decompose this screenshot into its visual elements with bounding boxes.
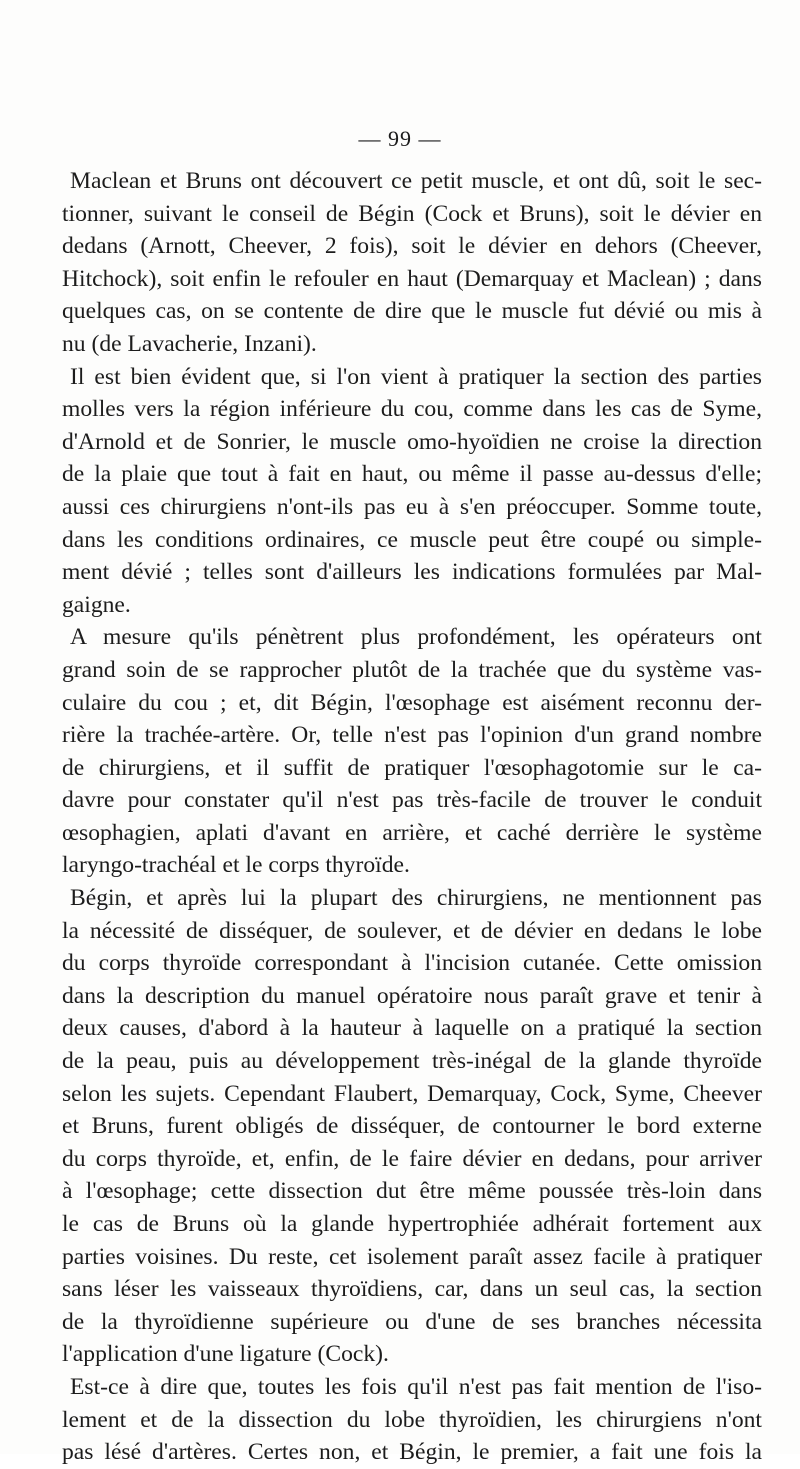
text-line: de la plaie que tout à fait en haut, ou même il passe au-dessus d'elle; [62,461,762,488]
text-line: Est-ce à dire que, toutes les fois qu'il n'est pas fait mention de l'iso- [70,1373,762,1400]
text-line: molles vers la région inférieure du cou, comme dans les cas de Syme, [62,396,762,423]
text-line: dans les conditions ordinaires, ce muscle peut être coupé ou simple- [62,526,762,553]
text-line: Il est bien évident que, si l'on vient à pratiquer la section des parties [70,363,762,390]
text-line: grand soin de se rapprocher plutôt de la trachée que du système vas- [62,656,762,683]
paragraph [62,882,762,1371]
text-line: de la peau, puis au développement très-inégal de la glande thyroïde [62,1048,762,1075]
page-number: — 99 — [358,126,442,151]
text-line: Hitchock), soit enfin le refouler en haut (Demarquay et Maclean) ; dans [62,265,762,292]
paragraph [62,1371,762,1469]
text-line: culaire du cou ; et, dit Bégin, l'œsophage est aisément reconnu der- [62,689,762,716]
text-line: de chirurgiens, et il suffit de pratiquer l'œsophagotomie sur le ca- [62,754,762,781]
paragraph [62,361,762,622]
paragraph [62,165,762,361]
text-line: rière la trachée-artère. Or, telle n'est pas l'opinion d'un grand nombre [62,722,762,749]
text-line: Bégin, et après lui la plupart des chirurgiens, ne mentionnent pas [70,885,762,912]
text-line: tionner, suivant le conseil de Bégin (Cock et Bruns), soit le dévier en [62,200,762,227]
text-line: aussi ces chirurgiens n'ont-ils pas eu à s'en préoccuper. Somme toute, [62,493,762,520]
text-line: de la thyroïdienne supérieure ou d'une de ses branches nécessita [62,1308,762,1335]
text-line: d'Arnold et de Sonrier, le muscle omo-hyoïdien ne croise la direction [62,428,762,455]
text-line: deux causes, d'abord à la hauteur à laquelle on a pratiqué la section [62,1015,762,1042]
text-line: la nécessité de disséquer, de soulever, et de dévier en dedans le lobe [62,917,762,944]
text-line: davre pour constater qu'il n'est pas très-facile de trouver le conduit [62,787,762,814]
text-line: laryngo-trachéal et le corps thyroïde. [62,852,410,879]
text-line: quelques cas, on se contente de dire que le muscle fut dévié ou mis à [62,298,762,325]
text-line: A mesure qu'ils pénètrent plus profondément, les opérateurs ont [70,624,762,651]
text-line: parties voisines. Du reste, cet isolement paraît assez facile à pratiquer [62,1243,762,1270]
text-line: pas lésé d'artères. Certes non, et Bégin, le premier, a fait une fois la [62,1439,762,1466]
text-line: dans la description du manuel opératoire nous paraît grave et tenir à [62,982,762,1009]
text-line: à l'œsophage; cette dissection dut être même poussée très-loin dans [62,1178,762,1205]
text-line: gaigne. [62,591,131,618]
text-line: Maclean et Bruns ont découvert ce petit muscle, et ont dû, soit le sec- [70,168,762,194]
text-line: du corps thyroïde, et, enfin, de le faire dévier en dedans, pour arriver [62,1145,762,1172]
text-line: le cas de Bruns où la glande hypertrophiée adhérait fortement aux [62,1211,762,1237]
paragraph [62,621,762,882]
body-text [62,165,762,1469]
text-line: lement et de la dissection du lobe thyroïdien, les chirurgiens n'ont [62,1406,762,1433]
text-line: selon les sujets. Cependant Flaubert, Demarquay, Cock, Syme, Cheever [62,1080,762,1107]
text-line: l'application d'une ligature (Cock). [62,1341,389,1368]
text-line: sans léser les vaisseaux thyroïdiens, car, dans un seul cas, la section [62,1276,762,1303]
text-line: dedans (Arnott, Cheever, 2 fois), soit le dévier en dehors (Cheever, [62,233,762,260]
text-line: et Bruns, furent obligés de disséquer, de contourner le bord externe [62,1113,762,1140]
text-line: nu (de Lavacherie, Inzani). [62,330,317,357]
text-line: œsophagien, aplati d'avant en arrière, et caché derrière le système [62,819,762,846]
text-line: du corps thyroïde correspondant à l'incision cutanée. Cette omission [62,950,762,977]
text-line: ment dévié ; telles sont d'ailleurs les indications formulées par Mal- [62,559,762,586]
